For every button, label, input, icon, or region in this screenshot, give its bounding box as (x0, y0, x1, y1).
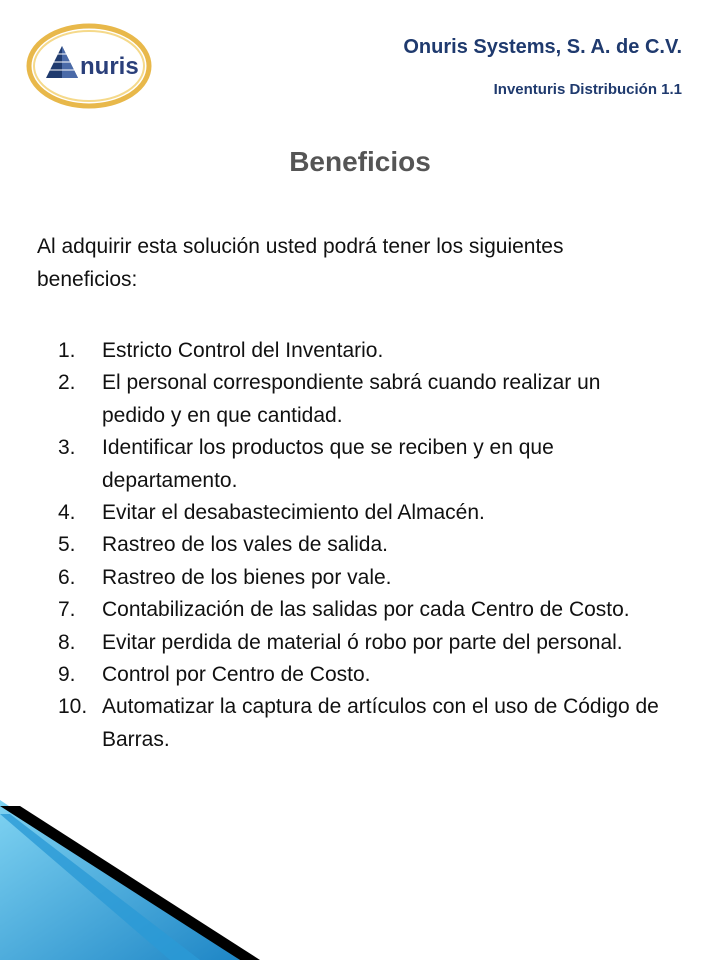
item-number: 5. (58, 533, 76, 557)
product-name: Inventuris Distribución 1.1 (493, 81, 682, 98)
onuris-logo (24, 18, 154, 118)
pyramid-icon (46, 46, 78, 78)
page-title: Beneficios (289, 146, 431, 177)
list-item (37, 659, 667, 691)
item-text: Contabilización de las salidas por cada Centro de Costo. (102, 598, 630, 622)
item-number: 8. (58, 630, 76, 654)
list-item (37, 627, 667, 659)
list-item (37, 432, 667, 497)
item-text: Estricto Control del Inventario. (102, 339, 384, 362)
list-item (37, 497, 667, 529)
item-text: Automatizar la captura de artículos con el uso de Código de Barras. (102, 695, 659, 751)
corner-decoration (0, 800, 300, 960)
item-text: Evitar perdida de material ó robo por parte del personal. (102, 630, 623, 654)
item-number: 3. (58, 436, 76, 460)
item-text: Control por Centro de Costo. (102, 663, 371, 687)
item-text: Evitar el desabastecimiento del Almacén. (102, 501, 485, 525)
logo-wordmark: nuris (80, 53, 139, 80)
item-number: 10. (58, 695, 88, 719)
list-item (37, 562, 667, 594)
item-number: 2. (58, 371, 76, 395)
company-name: Onuris Systems, S. A. de C.V. (403, 36, 682, 58)
item-text: Rastreo de los vales de salida. (102, 533, 388, 557)
list-item (37, 691, 667, 756)
list-item (37, 529, 667, 561)
intro-text: Al adquirir esta solución usted podrá tener los siguientes beneficios: (37, 235, 564, 291)
benefits-list (37, 335, 667, 756)
list-item (37, 335, 667, 367)
item-text: Identificar los productos que se reciben y en que departamento. (102, 436, 554, 492)
item-text: Rastreo de los bienes por vale. (102, 565, 392, 589)
item-number: 9. (58, 663, 76, 687)
item-number: 1. (58, 339, 76, 362)
list-item (37, 594, 667, 626)
list-item (37, 367, 667, 432)
item-number: 7. (58, 598, 76, 622)
item-number: 4. (58, 501, 76, 525)
item-number: 6. (58, 565, 76, 589)
item-text: El personal correspondiente sabrá cuando realizar un pedido y en que cantidad. (102, 371, 601, 427)
